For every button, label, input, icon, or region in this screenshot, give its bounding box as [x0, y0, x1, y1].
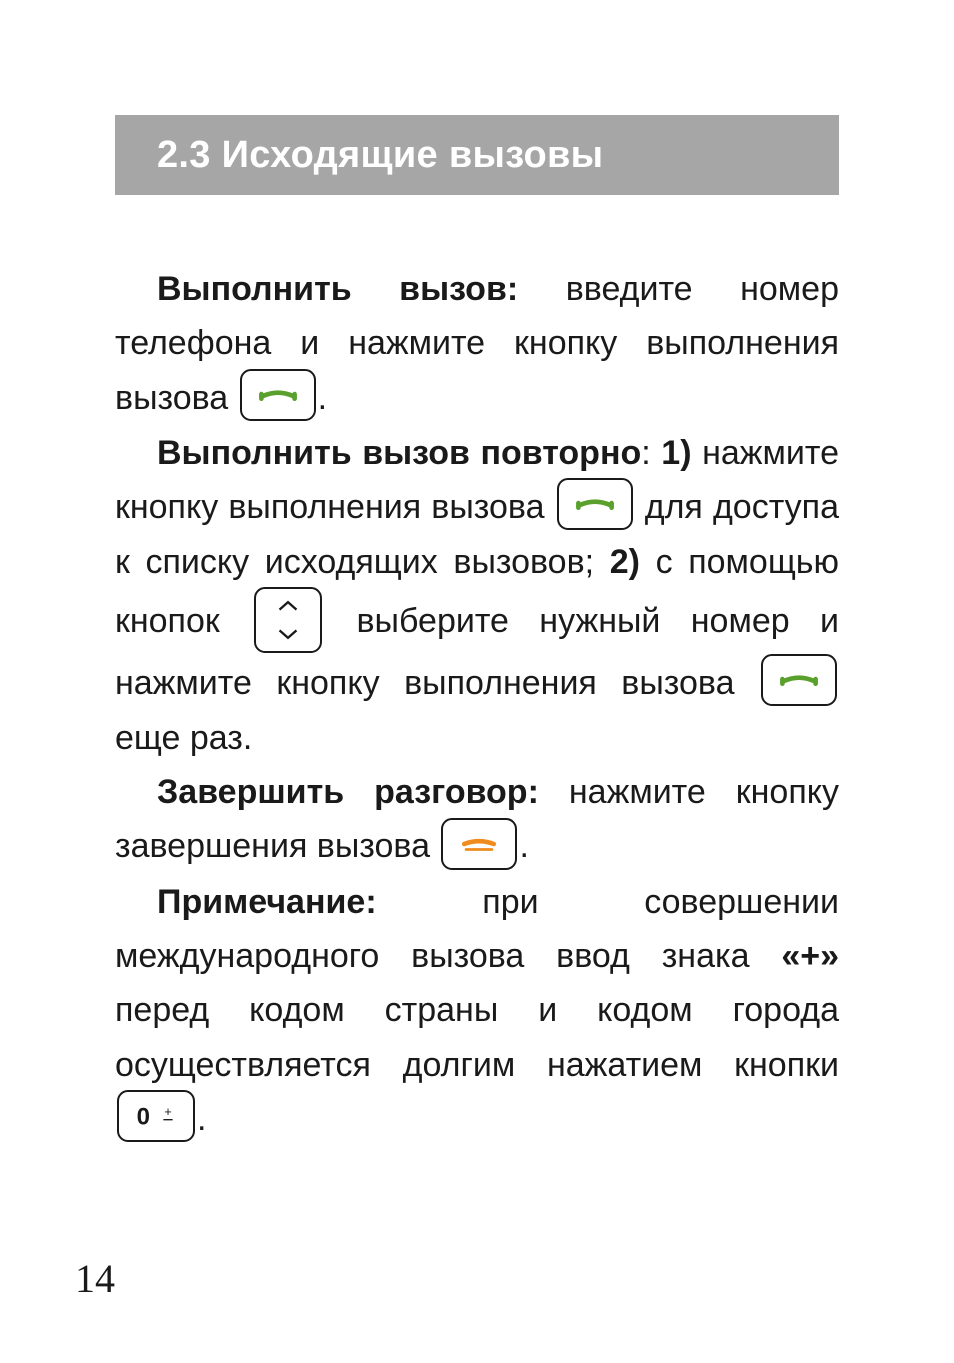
- body-text: [115, 262, 839, 1147]
- note-label: Примечание:: [157, 882, 377, 921]
- svg-text:0: 0: [136, 1103, 150, 1131]
- up-down-arrows-icon: [254, 587, 322, 653]
- paragraph-note: Примечание: при совершении международного вызова ввод знака «+» перед кодом страны и кодом города осуществляется долгим нажатием кнопки 0 + .: [115, 875, 839, 1148]
- redial-step-2: 2): [609, 543, 640, 582]
- call-key-icon: [761, 654, 837, 706]
- call-key-icon: [557, 478, 633, 530]
- make-call-label: Выполнить вызов:: [157, 270, 519, 308]
- page-number: 14: [75, 1256, 115, 1301]
- paragraph-make-call: Выполнить вызов: введите номер телефона и нажмите кнопку выполнения вызова .: [115, 262, 839, 426]
- section-title: 2.3 Исходящие вызовы: [157, 133, 604, 176]
- paragraph-redial: Выполнить вызов повторно: 1) нажмите кнопку выполнения вызова для доступа к списку исходящих вызовов; 2) с помощью кнопок выберите нужный номер и нажмите кнопку выполнения вызова еще раз.: [115, 433, 840, 757]
- section-heading-bar: [115, 115, 839, 195]
- make-call-text: введите номер телефона и нажмите кнопку выполнения вызова: [115, 270, 839, 417]
- end-call-key-icon: [441, 818, 517, 870]
- svg-text:+: +: [164, 1104, 172, 1120]
- redial-label: Выполнить вызов повторно: [157, 433, 642, 472]
- zero-key-icon: [117, 1090, 195, 1142]
- plus-sign: «+»: [781, 936, 839, 975]
- redial-step-1: 1): [661, 433, 692, 472]
- paragraph-end-call: Завершить разговор: нажмите кнопку завершения вызова .: [115, 765, 839, 874]
- call-key-icon: [240, 369, 316, 421]
- end-call-label: Завершить разговор:: [157, 773, 539, 812]
